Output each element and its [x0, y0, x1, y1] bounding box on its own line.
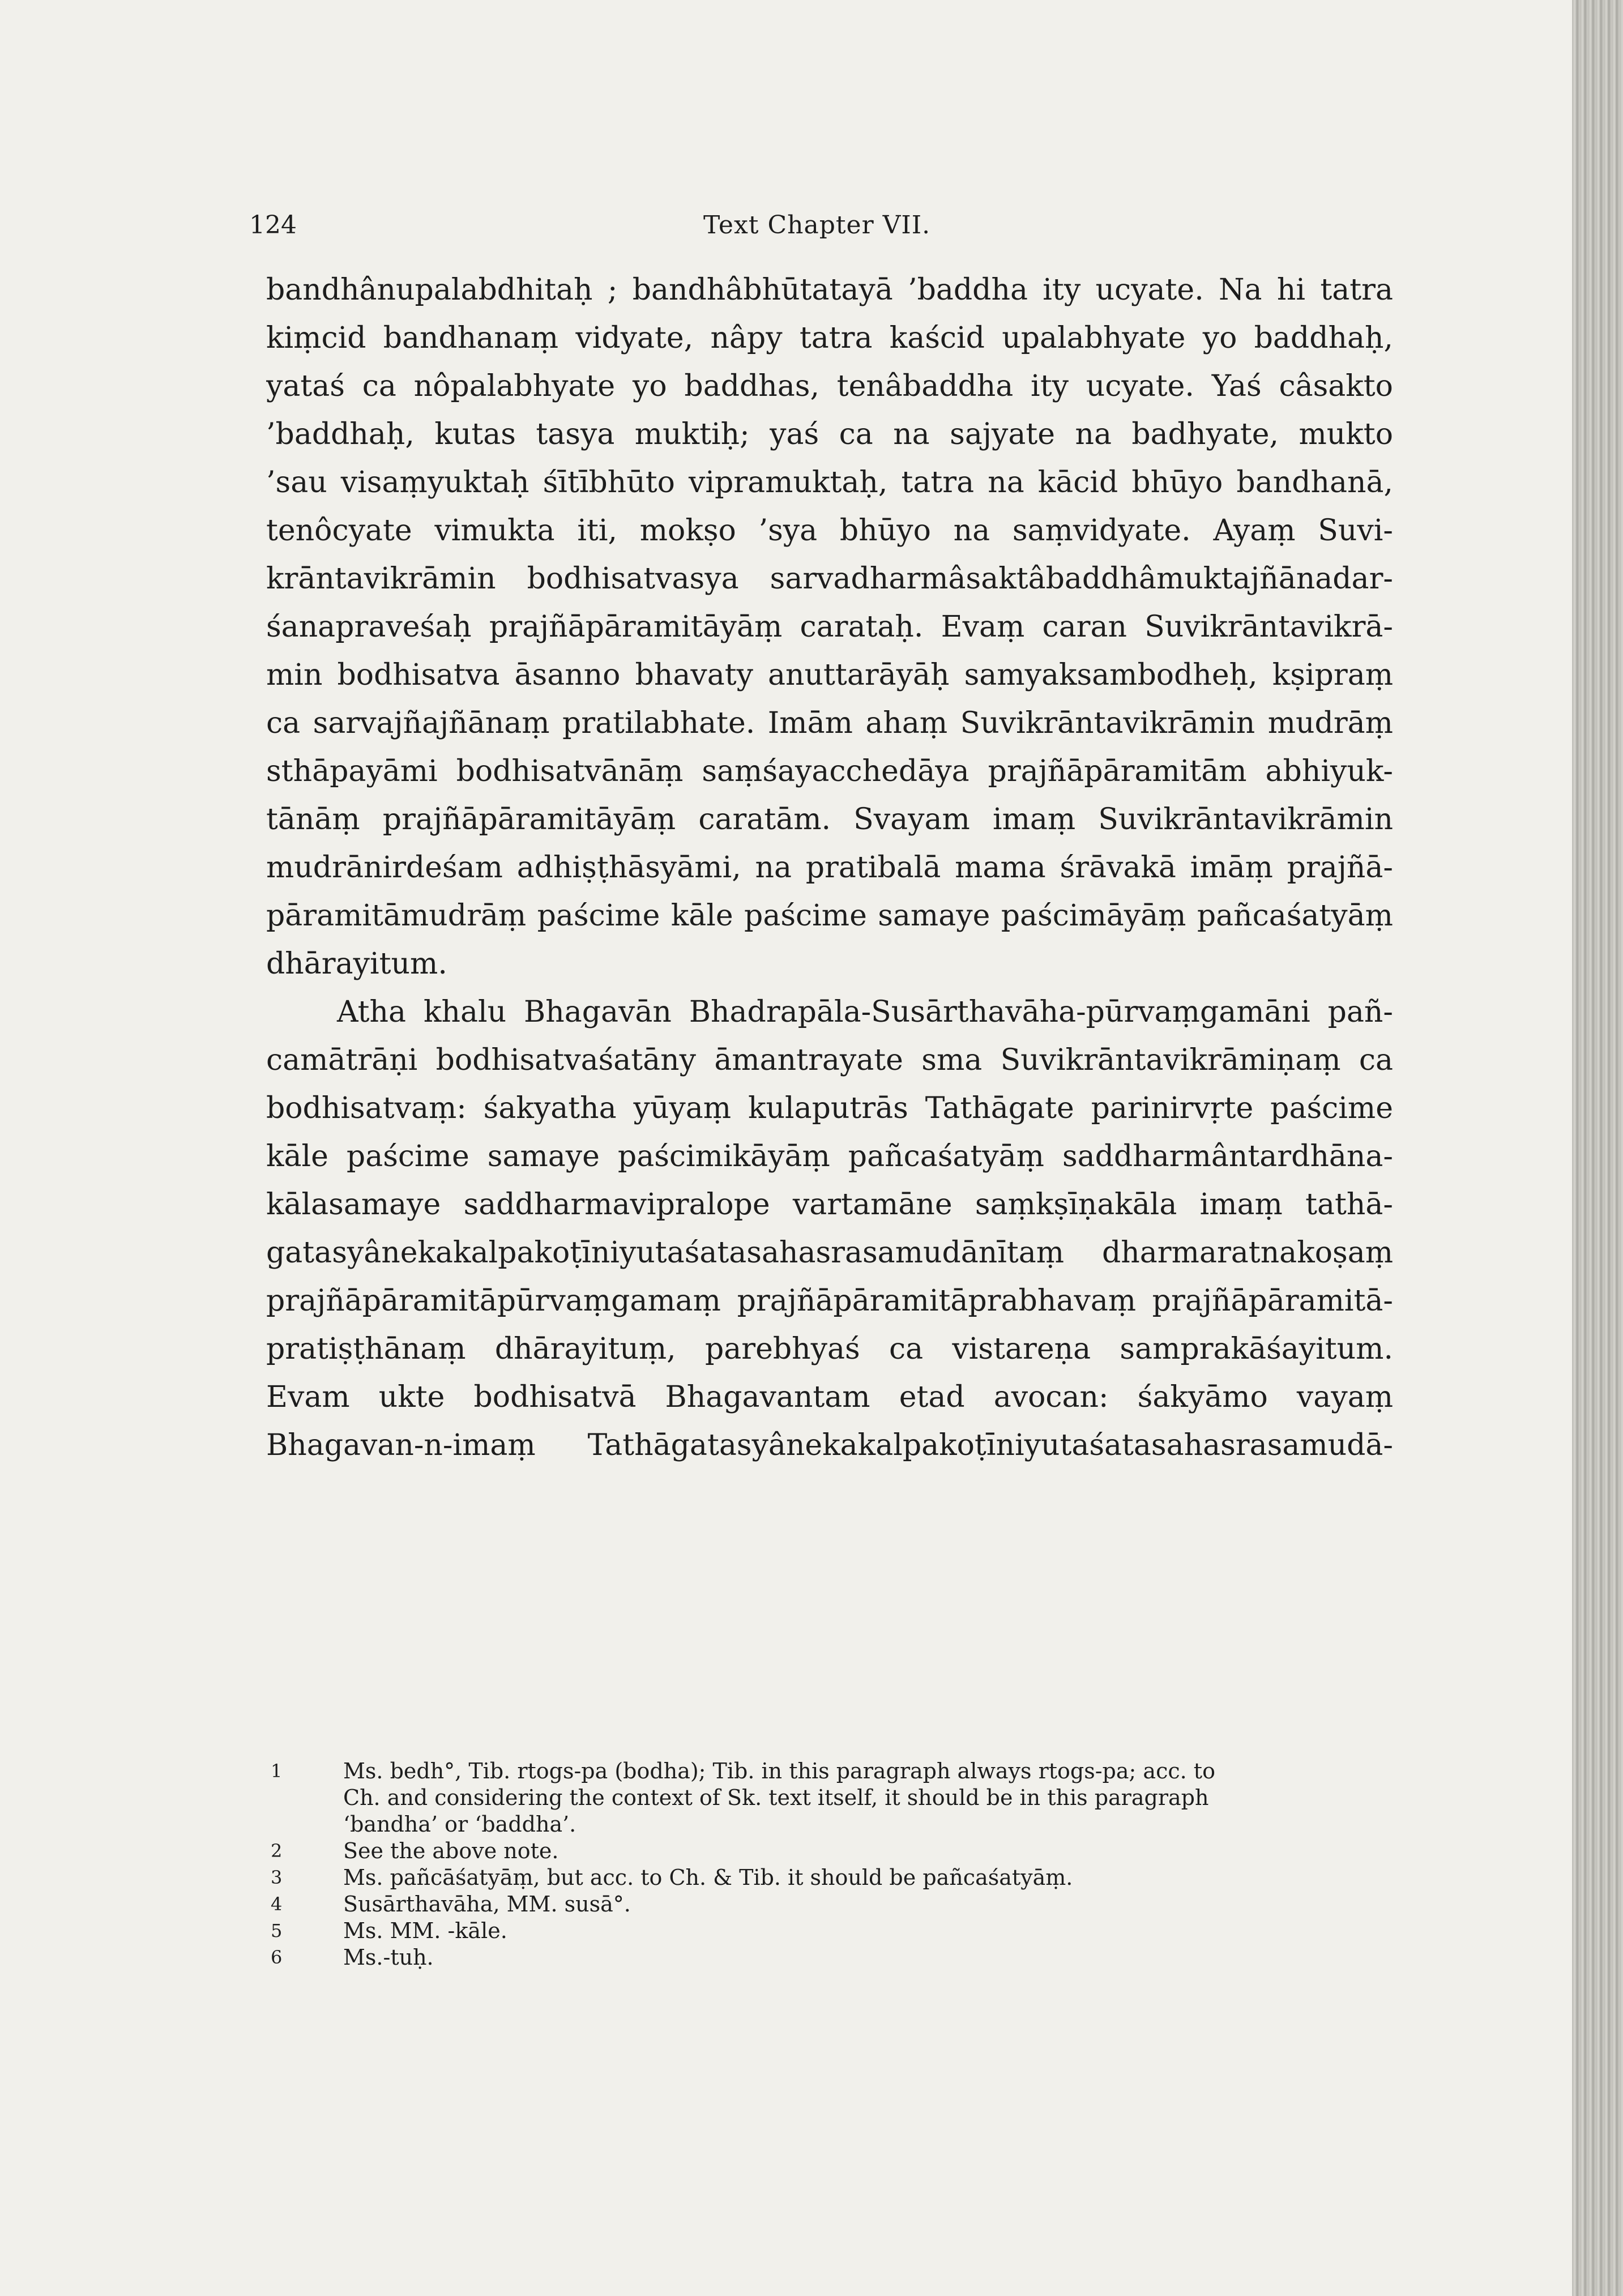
footnote-text: Ms. bedh°, Tib. rtogs-pa (bodha); Tib. in this paragraph always rtogs-pa; acc. to: [343, 1759, 1215, 1783]
text-line: krāntavikrāmin bodhisatvasya sarvadharmâsaktâbaddhâmuktajñānadar-: [266, 562, 1393, 596]
footnote: [271, 1838, 1398, 1864]
footnote-number: 3: [271, 1867, 283, 1888]
text-line: gatasyânekakalpakoṭīniyutaśatasahasrasamudānītaṃ dharmaratnakoṣaṃ: [266, 1236, 1393, 1270]
text-line: Evam ukte bodhisatvā Bhagavantam etad avocan: śakyāmo vayaṃ: [266, 1380, 1393, 1414]
body-text: [266, 266, 1393, 1470]
text-line: bandhânupalabdhitaḥ ; bandhâbhūtatayā ’baddha ity ucyate. Na hi tatra: [266, 273, 1393, 307]
text-line: Atha khalu Bhagavān Bhadrapāla-Susārthavāha-pūrvaṃgamāni pañ-: [337, 995, 1393, 1029]
text-line: camātrāṇi bodhisatvaśatāny āmantrayate sma Suvikrāntavikrāmiṇaṃ ca: [266, 1043, 1393, 1077]
footnote: [271, 1864, 1398, 1891]
text-line: kiṃcid bandhanaṃ vidyate, nâpy tatra kaścid upalabhyate yo baddhaḥ,: [266, 321, 1393, 355]
text-line: dhārayitum.: [266, 947, 447, 981]
text-line: tānāṃ prajñāpāramitāyāṃ caratām. Svayam imaṃ Suvikrāntavikrāmin: [266, 803, 1393, 837]
footnote-text: Ch. and considering the context of Sk. text itself, it should be in this paragraph: [343, 1785, 1209, 1810]
text-line: Bhagavan-n-imaṃ Tathāgatasyânekakalpakoṭīniyutaśatasahasrasamudā-: [266, 1428, 1393, 1462]
page-header: [249, 211, 1404, 250]
text-line: pratiṣṭhānaṃ dhārayituṃ, parebhyaś ca vistareṇa samprakāśayitum.: [266, 1332, 1393, 1366]
footnote-number: 4: [271, 1893, 283, 1915]
running-title: Text Chapter VII.: [703, 211, 931, 240]
text-line: yataś ca nôpalabhyate yo baddhas, tenâbaddha ity ucyate. Yaś câsakto: [266, 369, 1393, 403]
text-line: ’baddhaḥ, kutas tasya muktiḥ; yaś ca na sajyate na badhyate, mukto: [266, 417, 1393, 451]
footnote-text: See the above note.: [343, 1838, 559, 1863]
footnote: [271, 1944, 1398, 1971]
text-line: ca sarvajñajñānaṃ pratilabhate. Imām ahaṃ Suvikrāntavikrāmin mudrāṃ: [266, 706, 1393, 740]
text-line: min bodhisatva āsanno bhavaty anuttarāyāḥ samyaksambodheḥ, kṣipraṃ: [266, 658, 1393, 692]
text-line: pāramitāmudrāṃ paścime kāle paścime samaye paścimāyāṃ pañcaśatyāṃ: [266, 899, 1393, 933]
footnote: [271, 1918, 1398, 1944]
page-number: 124: [249, 211, 297, 240]
text-line: kālasamaye saddharmavipralope vartamāne saṃkṣīṇakāla imaṃ tathā-: [266, 1188, 1393, 1222]
footnote-text: ‘bandha’ or ‘baddha’.: [343, 1812, 576, 1837]
footnote-text: Ms. MM. -kāle.: [343, 1918, 507, 1943]
text-line: kāle paścime samaye paścimikāyāṃ pañcaśatyāṃ saddharmântardhāna-: [266, 1140, 1393, 1173]
page-edge-shadow: [1572, 0, 1623, 2296]
text-line: tenôcyate vimukta iti, mokṣo ’sya bhūyo na saṃvidyate. Ayaṃ Suvi-: [266, 514, 1393, 548]
footnote: [271, 1758, 1398, 1838]
footnote-number: 1: [271, 1760, 283, 1782]
text-line: sthāpayāmi bodhisatvānāṃ saṃśayacchedāya prajñāpāramitām abhiyuk-: [266, 754, 1393, 788]
footnote-text: Susārthavāha, MM. susā°.: [343, 1892, 631, 1917]
footnote-number: 2: [271, 1840, 283, 1862]
text-line: ’sau visaṃyuktaḥ śītībhūto vipramuktaḥ, tatra na kācid bhūyo bandhanā,: [266, 466, 1393, 500]
footnote: [271, 1891, 1398, 1918]
footnote-text: Ms.-tuḥ.: [343, 1945, 434, 1970]
footnotes: [271, 1758, 1398, 1971]
footnote-number: 6: [271, 1947, 283, 1968]
text-line: prajñāpāramitāpūrvaṃgamaṃ prajñāpāramitāprabhavaṃ prajñāpāramitā-: [266, 1284, 1393, 1318]
footnote-number: 5: [271, 1920, 283, 1941]
text-line: śanapraveśaḥ prajñāpāramitāyāṃ carataḥ. Evaṃ caran Suvikrāntavikrā-: [266, 610, 1393, 644]
text-line: bodhisatvaṃ: śakyatha yūyaṃ kulaputrās Tathāgate parinirvṛte paścime: [266, 1091, 1393, 1125]
footnote-text: Ms. pañcāśatyāṃ, but acc. to Ch. & Tib. it should be pañcaśatyāṃ.: [343, 1865, 1073, 1890]
text-line: mudrānirdeśam adhiṣṭhāsyāmi, na pratibalā mama śrāvakā imāṃ prajñā-: [266, 851, 1393, 885]
